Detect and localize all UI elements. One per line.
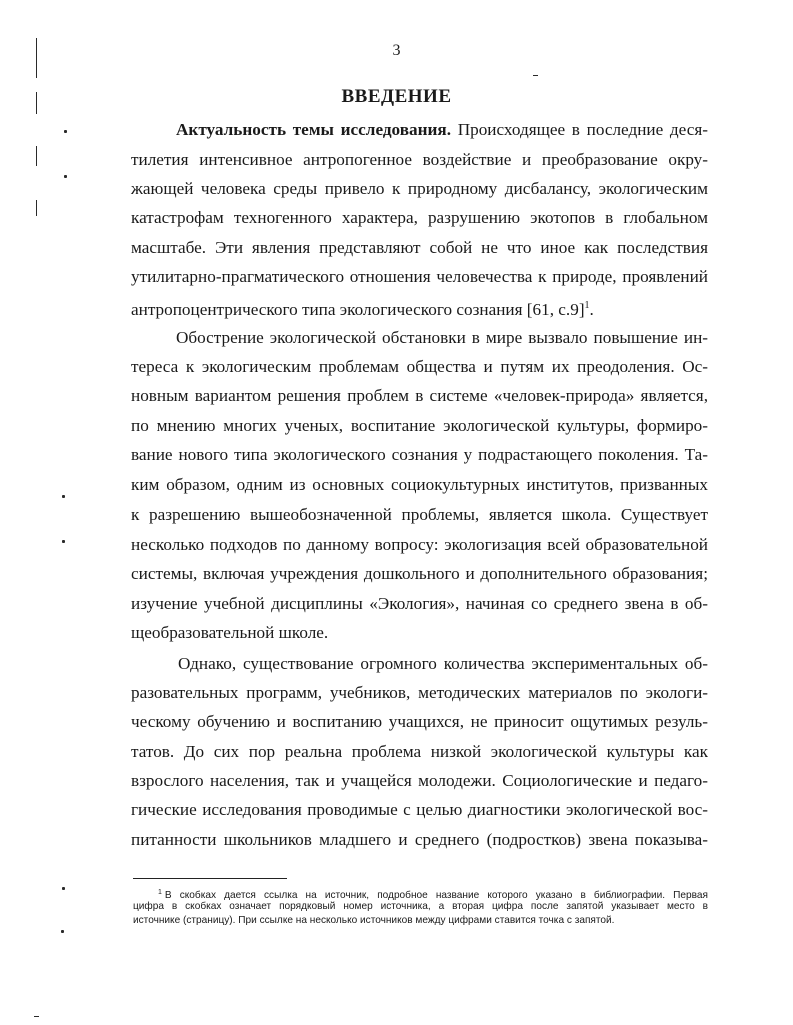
footnote-number: 1: [158, 889, 162, 896]
paragraph-line: ким образом, одним из основных социокультурных институтов, призванных: [131, 475, 708, 494]
scan-speck: [64, 175, 67, 178]
paragraph-line: гические исследования проводимые с целью диагностики экологической вос-: [131, 800, 708, 819]
paragraph-line: катастрофам техногенного характера, разрушению экотопов в глобальном: [131, 208, 708, 227]
scan-speck: [62, 495, 65, 498]
scan-speck: [61, 930, 64, 933]
paragraph-line: тилетия интенсивное антропогенное воздействие и преобразование окру-: [131, 150, 708, 169]
paragraph-line: новным вариантом решения проблем в системе «человек-природа» является,: [131, 386, 708, 405]
scan-speck: [62, 887, 65, 890]
paragraph-line: разовательных программ, учебников, методических материалов по экологи-: [131, 683, 708, 702]
paragraph-line: тереса к экологическим проблемам общества и путям их преодоления. Ос-: [131, 357, 708, 376]
paragraph-line: татов. До сих пор реальна проблема низкой экологической культуры как: [131, 742, 708, 761]
paragraph-line: Однако, существование огромного количества экспериментальных об-: [178, 654, 708, 673]
topic-relevance-lead: Актуальность темы исследования.: [176, 120, 451, 139]
scan-speck: [62, 540, 65, 543]
paragraph-line: вание нового типа экологического сознания у подрастающего поколения. Та-: [131, 445, 708, 464]
paragraph-line: антропоцентрического типа экологического сознания [61, с.9]$^1$.: [131, 300, 594, 319]
paragraph-line: утилитарно-прагматического отношения человечества к природе, проявлений: [131, 267, 708, 286]
paragraph-line: щеобразовательной школе.: [131, 623, 329, 642]
scan-margin-mark: [36, 200, 37, 216]
footnote-line: $^1$ В скобках дается ссылка на источник, подробное название которого указано в библиографии. Первая: [158, 889, 708, 901]
paragraph-line: к разрешению вышеобозначенной проблемы, является школа. Существует: [131, 505, 708, 524]
paragraph-line: жающей человека среды привело к природному дисбалансу, экологическим: [131, 179, 708, 198]
paragraph-line: взрослого населения, так и учащейся молодежи. Социологические и педаго-: [131, 771, 708, 790]
scan-speck: [533, 75, 538, 76]
footnote-line: цифра в скобках означает порядковый номер источника, а вторая цифра после запятой указывает место в: [133, 901, 708, 912]
paragraph-line: Обострение экологической обстановки в мире вызвало повышение ин-: [176, 328, 708, 347]
paragraph-line: изучение учебной дисциплины «Экология», начиная со среднего звена в об-: [131, 594, 708, 613]
scan-speck: [34, 1016, 39, 1017]
footnote-line: источнике (страницу). При ссылке на несколько источников между цифрами ставится точка с запятой.: [133, 915, 615, 926]
footnote-separator: [133, 878, 287, 879]
footnote-reference: 1: [584, 300, 590, 311]
paragraph-line: системы, включая учреждения дошкольного и дополнительного образования;: [131, 564, 708, 583]
paragraph-line: Актуальность темы исследования. Происходящее в последние деся-: [176, 120, 708, 139]
scan-speck: [64, 130, 67, 133]
paragraph-line: ческому обучению и воспитанию учащихся, не приносит ощутимых резуль-: [131, 712, 708, 731]
paragraph-line: несколько подходов по данному вопросу: экологизация всей образовательной: [131, 535, 708, 554]
page-heading: ВВЕДЕНИЕ: [341, 86, 452, 107]
paragraph-line: по мнению многих ученых, воспитание экологической культуры, формиро-: [131, 416, 708, 435]
page-number: 3: [392, 42, 401, 59]
paragraph-line: масштабе. Эти явления представляют собой не что иное как последствия: [131, 238, 708, 257]
scan-margin-mark: [36, 146, 37, 166]
paragraph-line: питанности школьников младшего и среднего (подростков) звена показыва-: [131, 830, 708, 849]
